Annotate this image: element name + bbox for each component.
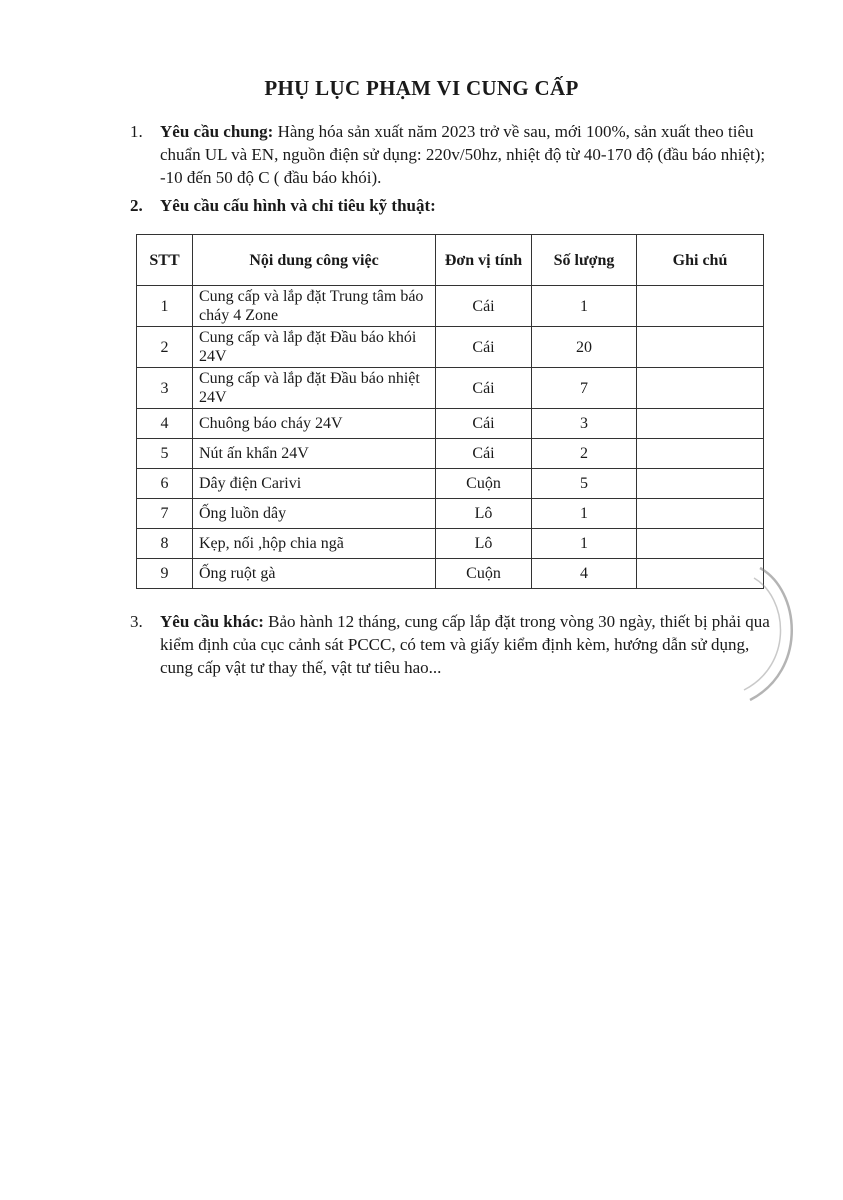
cell-unit: Cái [436, 439, 532, 469]
cell-stt: 7 [137, 499, 193, 529]
cell-quantity: 4 [532, 559, 637, 589]
header-stt: STT [137, 235, 193, 286]
cell-stt: 1 [137, 286, 193, 327]
cell-stt: 9 [137, 559, 193, 589]
partial-seal-stamp [730, 560, 810, 710]
cell-content: Cung cấp và lắp đặt Đầu báo nhiệt 24V [193, 368, 436, 409]
table-row [137, 286, 764, 327]
cell-stt: 6 [137, 469, 193, 499]
cell-content: Kẹp, nối ,hộp chia ngã [193, 529, 436, 559]
table-row [137, 529, 764, 559]
cell-unit: Cái [436, 368, 532, 409]
cell-note [637, 368, 764, 409]
table-row [137, 559, 764, 589]
cell-content: Cung cấp và lắp đặt Trung tâm báo cháy 4 Zone [193, 286, 436, 327]
section-heading: Yêu cầu chung: [160, 122, 274, 141]
section-body [160, 610, 770, 679]
cell-quantity: 1 [532, 529, 637, 559]
header-quantity: Số lượng [532, 235, 637, 286]
section-general-requirements [130, 120, 770, 189]
cell-quantity: 1 [532, 286, 637, 327]
cell-note [637, 286, 764, 327]
page-title: PHỤ LỤC PHẠM VI CUNG CẤP [264, 76, 579, 100]
cell-stt: 5 [137, 439, 193, 469]
cell-quantity: 2 [532, 439, 637, 469]
cell-quantity: 3 [532, 409, 637, 439]
cell-quantity: 20 [532, 327, 637, 368]
table-row [137, 368, 764, 409]
cell-unit: Cái [436, 327, 532, 368]
cell-stt: 4 [137, 409, 193, 439]
cell-note [637, 529, 764, 559]
section-text: Hàng hóa sản xuất năm 2023 trở về sau, mới 100%, sản xuất theo tiêu chuẩn UL và EN, nguồn điện sử dụng: 220v/50hz, nhiệt độ từ 40-170 độ (đầu báo nhiệt); -10 đến 50 độ C ( đầu báo khói). [160, 122, 766, 187]
cell-content: Nút ấn khẩn 24V [193, 439, 436, 469]
section-text: Bảo hành 12 tháng, cung cấp lắp đặt trong vòng 30 ngày, thiết bị phải qua kiểm định của cục cảnh sát PCCC, có tem và giấy kiểm định kèm, hướng dẫn sử dụng, cung cấp vật tư thay thế, vật tư tiêu hao... [160, 612, 770, 677]
cell-note [637, 469, 764, 499]
cell-unit: Cuộn [436, 559, 532, 589]
section-body [160, 120, 770, 189]
cell-stt: 3 [137, 368, 193, 409]
specification-table [136, 234, 764, 589]
section-number: 3. [130, 612, 143, 631]
cell-note [637, 409, 764, 439]
cell-content: Ống ruột gà [193, 559, 436, 589]
cell-quantity: 7 [532, 368, 637, 409]
section-number: 1. [130, 122, 143, 141]
header-content: Nội dung công việc [193, 235, 436, 286]
section-other-requirements [130, 610, 770, 679]
cell-unit: Lô [436, 529, 532, 559]
cell-stt: 2 [137, 327, 193, 368]
cell-note [637, 439, 764, 469]
table-row [137, 469, 764, 499]
cell-unit: Cái [436, 409, 532, 439]
table-row [137, 499, 764, 529]
header-unit: Đơn vị tính [436, 235, 532, 286]
cell-content: Ống luồn dây [193, 499, 436, 529]
cell-note [637, 499, 764, 529]
table-row [137, 439, 764, 469]
cell-quantity: 5 [532, 469, 637, 499]
section-technical-requirements [130, 194, 770, 217]
cell-unit: Cái [436, 286, 532, 327]
cell-unit: Lô [436, 499, 532, 529]
table-row [137, 327, 764, 368]
table-row [137, 409, 764, 439]
header-note: Ghi chú [637, 235, 764, 286]
table-header-row [137, 235, 764, 286]
cell-content: Dây điện Carivi [193, 469, 436, 499]
cell-unit: Cuộn [436, 469, 532, 499]
section-heading: Yêu cầu khác: [160, 612, 264, 631]
cell-content: Chuông báo cháy 24V [193, 409, 436, 439]
section-number: 2. [130, 196, 143, 215]
cell-content: Cung cấp và lắp đặt Đầu báo khói 24V [193, 327, 436, 368]
cell-stt: 8 [137, 529, 193, 559]
cell-note [637, 327, 764, 368]
section-heading: Yêu cầu cấu hình và chỉ tiêu kỹ thuật: [160, 196, 436, 215]
cell-quantity: 1 [532, 499, 637, 529]
